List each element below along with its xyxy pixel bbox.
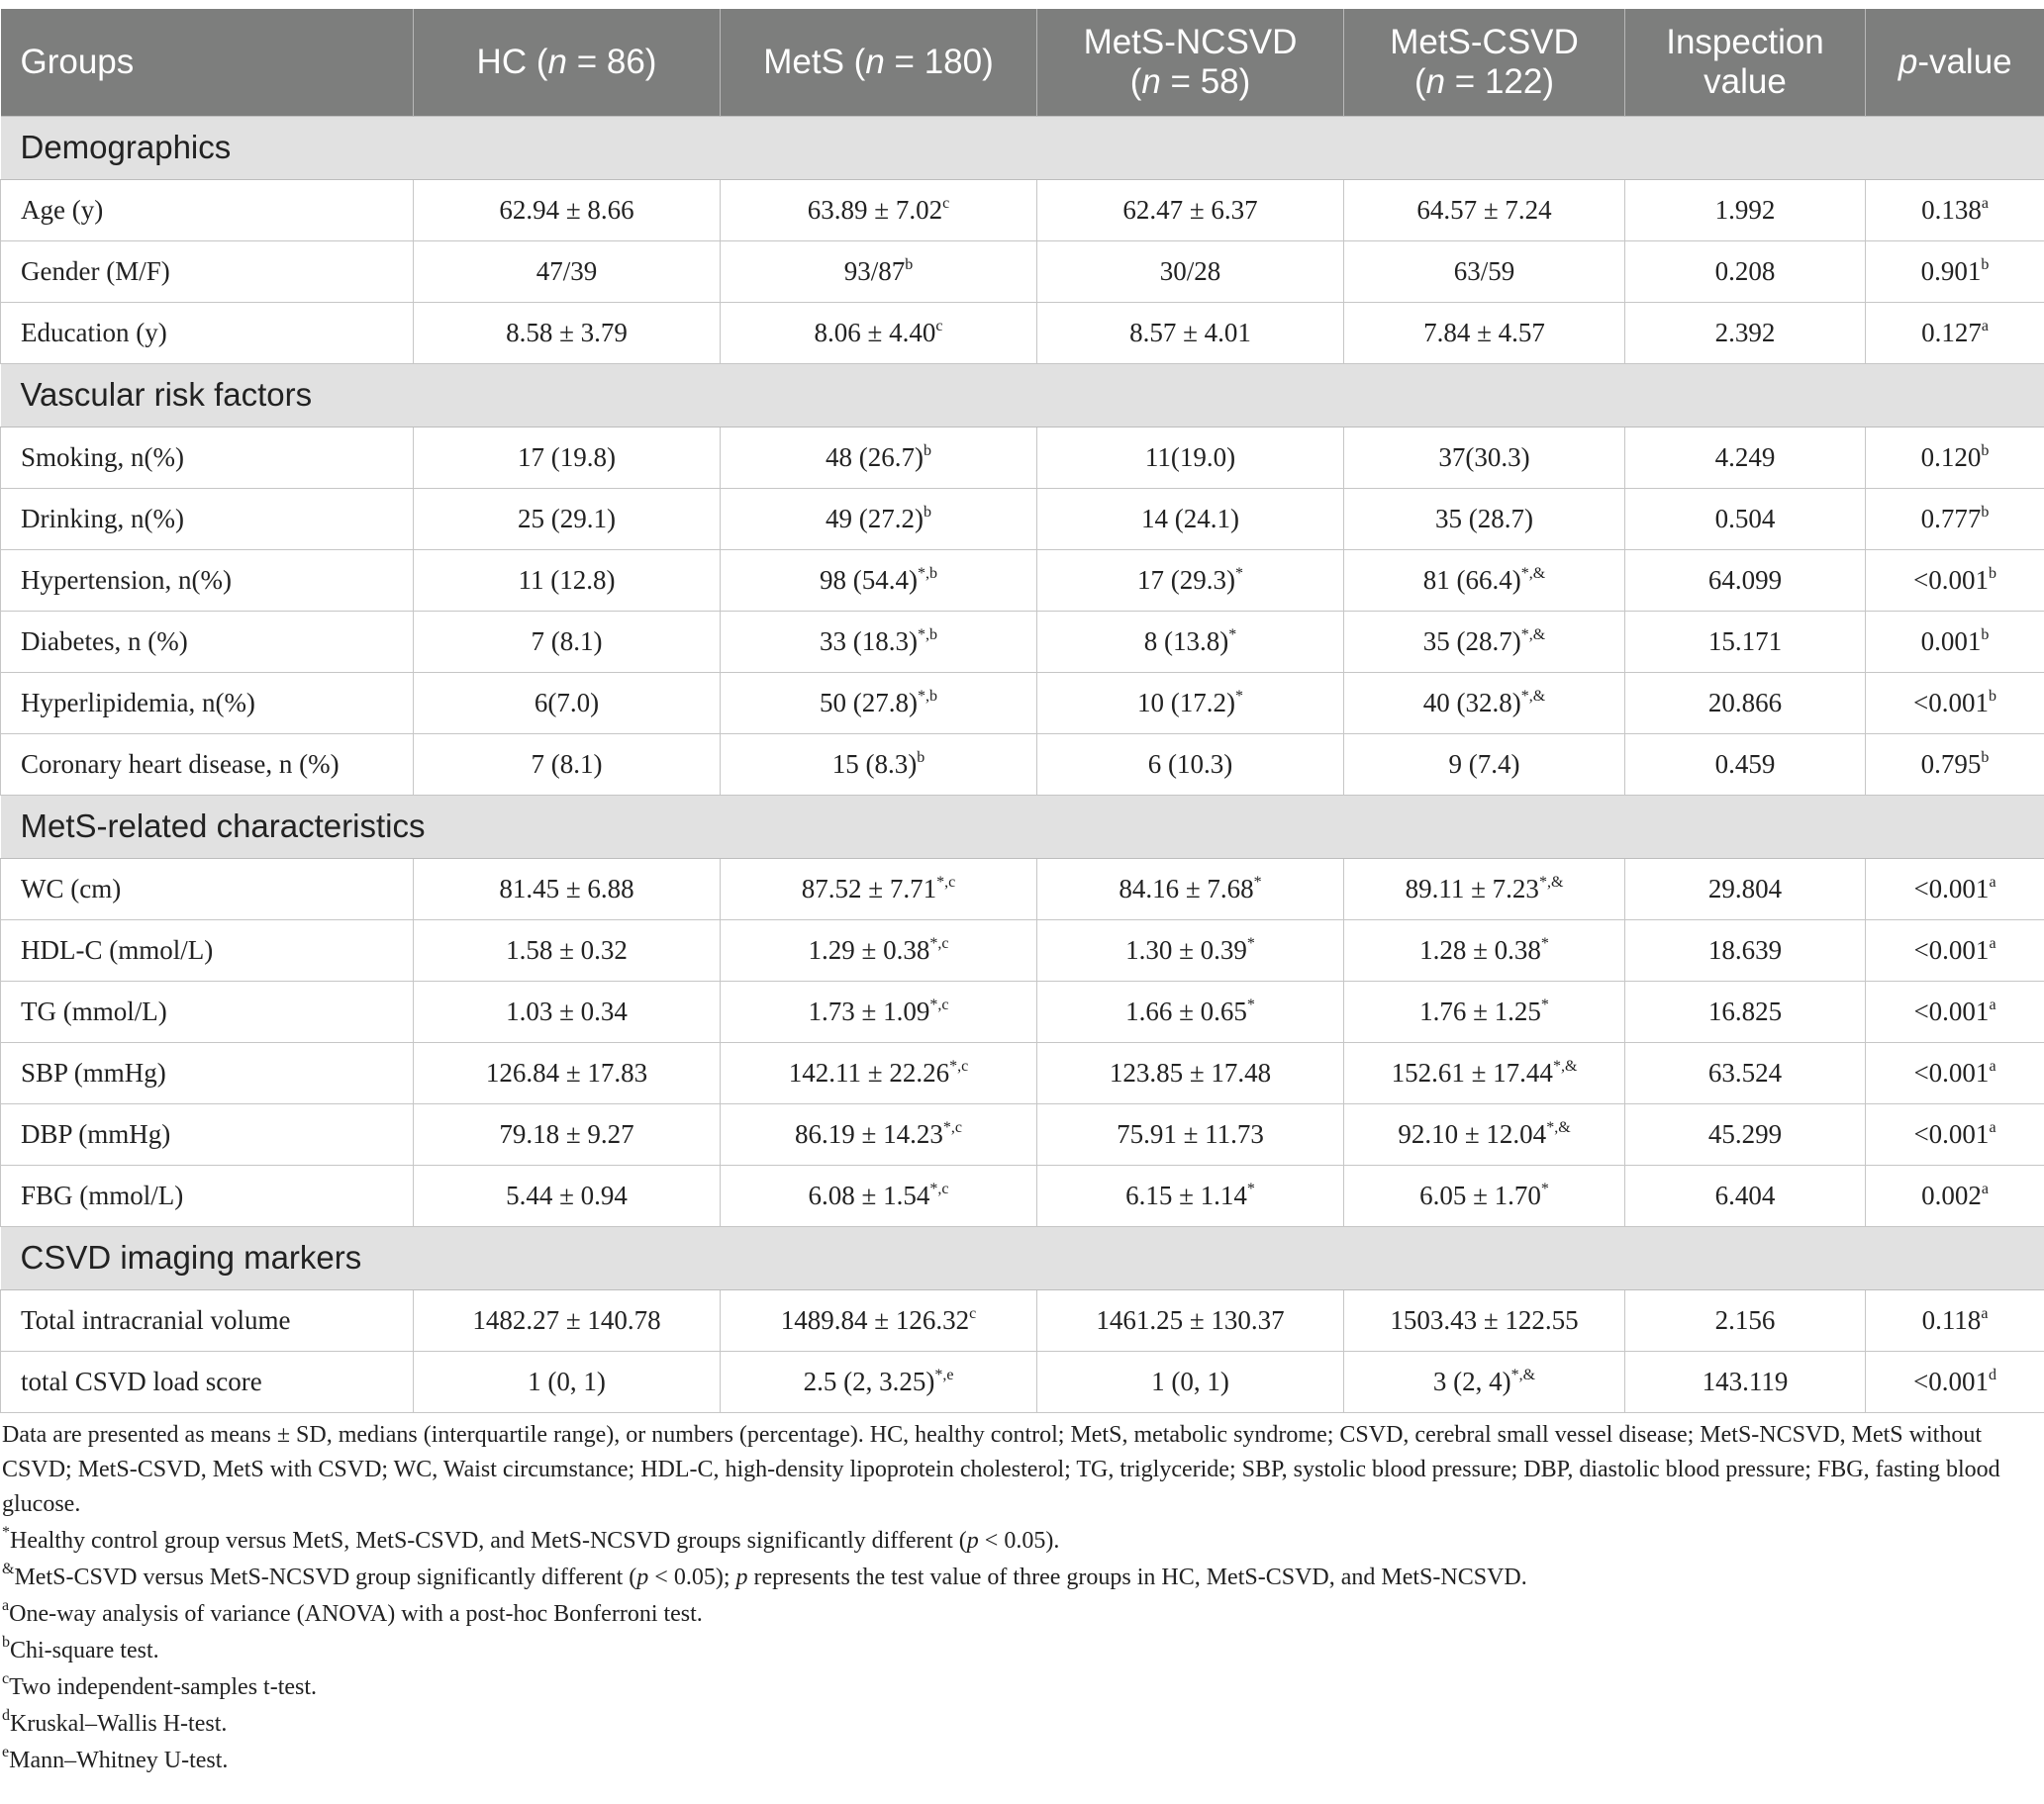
footnote-marker: *,e [934, 1366, 954, 1383]
footnote-marker: a [1981, 194, 1989, 212]
footnote-marker: b [1988, 687, 1996, 705]
table-row [1, 611, 2044, 672]
cell-value: 40 (32.8) [1422, 687, 1521, 717]
row-label: TG (mmol/L) [1, 981, 414, 1042]
cell-mets [721, 919, 1037, 981]
footnote-marker: * [1228, 625, 1237, 643]
footnote-marker: b [1981, 503, 1990, 521]
cell-value: <0.001 [1913, 873, 1990, 903]
cell-value: 50 (27.8) [820, 687, 918, 717]
cell-hc: 7 (8.1) [414, 611, 721, 672]
footnote-marker: * [1246, 1180, 1255, 1197]
footnote-marker: * [1234, 564, 1243, 582]
footnote-marker: * [1540, 934, 1549, 952]
cell-p-value [1866, 611, 2044, 672]
table-row [1, 488, 2044, 549]
cell-p-value [1866, 240, 2044, 302]
cell-value: 142.11 ± 22.26 [788, 1057, 950, 1088]
cell-value: <0.001 [1913, 564, 1989, 595]
footnote-marker: *,c [929, 1180, 949, 1197]
header-p-value: p-value [1866, 9, 2044, 116]
cell-value: 14 (24.1) [1141, 503, 1239, 533]
row-label: total CSVD load score [1, 1351, 414, 1412]
footnote-marker: b [923, 503, 931, 521]
cell-mets [721, 240, 1037, 302]
cell-value: 17 (29.3) [1137, 564, 1235, 595]
cell-value: 89.11 ± 7.23 [1405, 873, 1539, 903]
footnote-marker: b [1988, 564, 1996, 582]
cell-value: <0.001 [1913, 687, 1989, 717]
cell-value: 0.901 [1920, 255, 1982, 286]
footnote-marker: *,& [1520, 564, 1546, 582]
footnote-abbreviations: Data are presented as means ± SD, medians (interquartile range), or numbers (percentage). HC, healthy control; MetS, metabolic syndrome; CSVD, cerebral small vessel disease; MetS-NCSVD, MetS without CSVD; MetS-CSVD, MetS with CSVD; WC, Waist circumstance; HDL-C, high-density lipoprotein cholesterol; TG, triglyceride; SBP, systolic blood pressure; DBP, diastolic blood pressure; FBG, fasting blood glucose. [2, 1422, 2000, 1517]
cell-value: 1.73 ± 1.09 [808, 996, 930, 1026]
cell-mets-csvd [1344, 1042, 1625, 1103]
table-row [1, 858, 2044, 919]
cell-value: 3 (2, 4) [1432, 1366, 1511, 1396]
footnote-marker: *,c [929, 996, 949, 1013]
characteristics-table [0, 9, 2044, 1413]
footnote-marker: a [1989, 996, 1996, 1013]
cell-value: 49 (27.2) [826, 503, 924, 533]
cell-value: 10 (17.2) [1137, 687, 1235, 717]
footnote-marker: *,& [1546, 1118, 1571, 1136]
cell-value: 75.91 ± 11.73 [1117, 1118, 1264, 1149]
cell-value: 0.127 [1921, 317, 1982, 347]
cell-mets [721, 1042, 1037, 1103]
table-row [1, 1289, 2044, 1351]
cell-mets [721, 1165, 1037, 1226]
table-row [1, 302, 2044, 363]
cell-value: 0.120 [1920, 441, 1982, 472]
cell-mets-csvd [1344, 919, 1625, 981]
cell-p-value [1866, 488, 2044, 549]
cell-inspection-value: 0.504 [1625, 488, 1866, 549]
section-title: Demographics [1, 116, 2044, 179]
header-mets: MetS (n = 180) [721, 9, 1037, 116]
footnote-marker: *,& [1510, 1366, 1536, 1383]
footnote-marker: * [1234, 687, 1243, 705]
cell-mets-ncsvd [1037, 1351, 1344, 1412]
header-row [1, 9, 2044, 116]
cell-mets-csvd [1344, 1103, 1625, 1165]
footnote-marker: b [1981, 748, 1990, 766]
table-container [0, 9, 2044, 1413]
cell-mets [721, 1351, 1037, 1412]
cell-mets-ncsvd [1037, 733, 1344, 795]
cell-hc: 62.94 ± 8.66 [414, 179, 721, 240]
cell-p-value [1866, 302, 2044, 363]
cell-mets-ncsvd [1037, 240, 1344, 302]
cell-value: 8.06 ± 4.40 [814, 317, 936, 347]
cell-mets-csvd [1344, 240, 1625, 302]
footnote-marker: * [1540, 996, 1549, 1013]
cell-p-value [1866, 1165, 2044, 1226]
footnote-marker: c [942, 194, 950, 212]
cell-inspection-value: 143.119 [1625, 1351, 1866, 1412]
row-label: Smoking, n(%) [1, 427, 414, 488]
footnote-star: *Healthy control group versus MetS, MetS-CSVD, and MetS-NCSVD groups significantly different (p < 0.05). [2, 1524, 1060, 1554]
footnote-marker: b [917, 748, 925, 766]
cell-mets-csvd [1344, 1351, 1625, 1412]
row-label: Education (y) [1, 302, 414, 363]
cell-mets-ncsvd [1037, 302, 1344, 363]
footnote-marker: d [1988, 1366, 1996, 1383]
cell-value: 1.28 ± 0.38 [1419, 934, 1541, 965]
cell-hc: 25 (29.1) [414, 488, 721, 549]
footnote-a: $^a$One-way analysis of variance (ANOVA) with a post-hoc Bonferroni test. [2, 1597, 703, 1627]
row-label: SBP (mmHg) [1, 1042, 414, 1103]
header-mets-ncsvd: MetS-NCSVD (n = 58) [1037, 9, 1344, 116]
footnote-c: $^c$Two independent-samples t-test. [2, 1670, 318, 1700]
footnote-marker: b [1981, 625, 1990, 643]
footnote-marker: *,c [929, 934, 949, 952]
cell-value: 93/87 [843, 255, 906, 286]
cell-mets [721, 1289, 1037, 1351]
cell-hc: 1.58 ± 0.32 [414, 919, 721, 981]
footnote-marker: c [935, 317, 943, 334]
cell-value: 0.138 [1921, 194, 1982, 225]
section-header-row [1, 795, 2044, 858]
cell-hc: 1482.27 ± 140.78 [414, 1289, 721, 1351]
footnote-marker: a [1981, 317, 1989, 334]
cell-inspection-value: 63.524 [1625, 1042, 1866, 1103]
table-row [1, 240, 2044, 302]
cell-value: 92.10 ± 12.04 [1398, 1118, 1547, 1149]
cell-value: 86.19 ± 14.23 [795, 1118, 943, 1149]
cell-mets-ncsvd [1037, 488, 1344, 549]
table-row [1, 733, 2044, 795]
cell-hc: 81.45 ± 6.88 [414, 858, 721, 919]
cell-inspection-value: 0.208 [1625, 240, 1866, 302]
cell-mets [721, 179, 1037, 240]
cell-hc: 11 (12.8) [414, 549, 721, 611]
section-title: Vascular risk factors [1, 363, 2044, 427]
cell-value: 7.84 ± 4.57 [1423, 317, 1545, 347]
cell-value: 1 (0, 1) [1151, 1366, 1229, 1396]
cell-value: 123.85 ± 17.48 [1109, 1057, 1272, 1088]
cell-hc: 126.84 ± 17.83 [414, 1042, 721, 1103]
cell-mets [721, 981, 1037, 1042]
cell-value: 1.29 ± 0.38 [808, 934, 930, 965]
cell-inspection-value: 18.639 [1625, 919, 1866, 981]
footnote-marker: *,c [936, 873, 956, 891]
footnote-b: $^b$Chi-square test. [2, 1634, 159, 1663]
row-label: Gender (M/F) [1, 240, 414, 302]
footnote-marker: a [1981, 1304, 1989, 1322]
footnote-marker: *,b [917, 625, 937, 643]
cell-value: <0.001 [1913, 1366, 1989, 1396]
cell-mets [721, 302, 1037, 363]
cell-value: 62.47 ± 6.37 [1122, 194, 1258, 225]
cell-p-value [1866, 549, 2044, 611]
cell-mets-ncsvd [1037, 611, 1344, 672]
table-row [1, 919, 2044, 981]
row-label: Diabetes, n (%) [1, 611, 414, 672]
row-label: Drinking, n(%) [1, 488, 414, 549]
cell-value: 1489.84 ± 126.32 [780, 1304, 970, 1335]
cell-mets [721, 549, 1037, 611]
cell-mets [721, 858, 1037, 919]
cell-mets [721, 733, 1037, 795]
cell-mets-csvd [1344, 858, 1625, 919]
section-header-row [1, 116, 2044, 179]
cell-mets-csvd [1344, 1289, 1625, 1351]
cell-value: 1.76 ± 1.25 [1419, 996, 1541, 1026]
footnote-marker: a [1989, 873, 1996, 891]
cell-mets-ncsvd [1037, 919, 1344, 981]
section-header-row [1, 363, 2044, 427]
cell-mets-ncsvd [1037, 1289, 1344, 1351]
header-inspection-value: Inspection value [1625, 9, 1866, 116]
header-mets-csvd: MetS-CSVD (n = 122) [1344, 9, 1625, 116]
cell-mets-ncsvd [1037, 179, 1344, 240]
footnote-marker: * [1253, 873, 1262, 891]
cell-value: 1503.43 ± 122.55 [1390, 1304, 1579, 1335]
row-label: WC (cm) [1, 858, 414, 919]
row-label: HDL-C (mmol/L) [1, 919, 414, 981]
cell-inspection-value: 2.156 [1625, 1289, 1866, 1351]
cell-value: 1.66 ± 0.65 [1125, 996, 1247, 1026]
table-row [1, 981, 2044, 1042]
cell-value: <0.001 [1913, 1057, 1990, 1088]
cell-value: 6.08 ± 1.54 [808, 1180, 930, 1210]
footnote-marker: c [969, 1304, 977, 1322]
row-label: Coronary heart disease, n (%) [1, 733, 414, 795]
cell-inspection-value: 45.299 [1625, 1103, 1866, 1165]
cell-p-value [1866, 427, 2044, 488]
footnote-marker: b [923, 441, 931, 459]
cell-value: 2.5 (2, 3.25) [803, 1366, 935, 1396]
cell-value: 84.16 ± 7.68 [1119, 873, 1254, 903]
footnote-marker: * [1246, 934, 1255, 952]
footnote-marker: a [1981, 1180, 1989, 1197]
cell-mets [721, 611, 1037, 672]
footnote-marker: *,c [942, 1118, 962, 1136]
table-body [1, 116, 2044, 1412]
cell-hc: 17 (19.8) [414, 427, 721, 488]
cell-inspection-value: 29.804 [1625, 858, 1866, 919]
footnote-marker: b [1981, 441, 1990, 459]
cell-p-value [1866, 733, 2044, 795]
cell-inspection-value: 2.392 [1625, 302, 1866, 363]
footnote-marker: *,c [949, 1057, 969, 1075]
cell-value: 152.61 ± 17.44 [1391, 1057, 1553, 1088]
header-hc: HC (n = 86) [414, 9, 721, 116]
row-label: DBP (mmHg) [1, 1103, 414, 1165]
cell-inspection-value: 4.249 [1625, 427, 1866, 488]
cell-value: 87.52 ± 7.71 [801, 873, 937, 903]
footnote-marker: *,& [1538, 873, 1564, 891]
footnote-marker: * [1540, 1180, 1549, 1197]
cell-value: 63/59 [1453, 255, 1515, 286]
cell-value: 35 (28.7) [1435, 503, 1533, 533]
cell-mets-csvd [1344, 1165, 1625, 1226]
cell-value: 6.15 ± 1.14 [1125, 1180, 1247, 1210]
cell-value: 6 (10.3) [1147, 748, 1233, 779]
cell-value: 35 (28.7) [1422, 625, 1521, 656]
cell-mets [721, 1103, 1037, 1165]
cell-mets-csvd [1344, 733, 1625, 795]
section-header-row [1, 1226, 2044, 1289]
footnote-e: $^e$Mann–Whitney U-test. [2, 1744, 229, 1773]
cell-hc: 8.58 ± 3.79 [414, 302, 721, 363]
cell-mets [721, 427, 1037, 488]
cell-value: <0.001 [1913, 934, 1990, 965]
row-label: Total intracranial volume [1, 1289, 414, 1351]
footnote-marker: *,& [1552, 1057, 1578, 1075]
cell-inspection-value: 0.459 [1625, 733, 1866, 795]
table-row [1, 672, 2044, 733]
cell-p-value [1866, 1351, 2044, 1412]
cell-value: 11(19.0) [1144, 441, 1236, 472]
footnote-marker: b [1981, 255, 1990, 273]
footnote-marker: a [1989, 934, 1996, 952]
footnote-marker: *,& [1520, 625, 1546, 643]
row-label: Hypertension, n(%) [1, 549, 414, 611]
cell-p-value [1866, 1103, 2044, 1165]
footnote-marker: b [905, 255, 914, 273]
table-row [1, 549, 2044, 611]
cell-mets-ncsvd [1037, 1103, 1344, 1165]
cell-value: 0.777 [1920, 503, 1982, 533]
cell-inspection-value: 64.099 [1625, 549, 1866, 611]
cell-hc: 7 (8.1) [414, 733, 721, 795]
footnote-marker: *,b [917, 564, 937, 582]
cell-mets-ncsvd [1037, 427, 1344, 488]
cell-value: 37(30.3) [1438, 441, 1530, 472]
cell-value: 1.30 ± 0.39 [1125, 934, 1247, 965]
cell-inspection-value: 15.171 [1625, 611, 1866, 672]
cell-inspection-value: 16.825 [1625, 981, 1866, 1042]
cell-hc: 1.03 ± 0.34 [414, 981, 721, 1042]
footnote-marker: * [1246, 996, 1255, 1013]
header-groups: Groups [1, 9, 414, 116]
footnote-marker: a [1989, 1118, 1996, 1136]
cell-value: 8.57 ± 4.01 [1129, 317, 1251, 347]
footnote-marker: *,b [917, 687, 937, 705]
cell-value: 81 (66.4) [1422, 564, 1521, 595]
cell-value: 63.89 ± 7.02 [807, 194, 943, 225]
cell-hc: 47/39 [414, 240, 721, 302]
cell-mets-ncsvd [1037, 1042, 1344, 1103]
cell-p-value [1866, 672, 2044, 733]
cell-mets-ncsvd [1037, 1165, 1344, 1226]
cell-mets [721, 488, 1037, 549]
cell-p-value [1866, 858, 2044, 919]
cell-p-value [1866, 919, 2044, 981]
table-row [1, 1165, 2044, 1226]
cell-value: 30/28 [1159, 255, 1221, 286]
cell-mets-csvd [1344, 302, 1625, 363]
row-label: Age (y) [1, 179, 414, 240]
cell-value: 9 (7.4) [1448, 748, 1520, 779]
cell-hc: 6(7.0) [414, 672, 721, 733]
footnote-marker: *,& [1520, 687, 1546, 705]
cell-value: 98 (54.4) [820, 564, 918, 595]
cell-mets-ncsvd [1037, 549, 1344, 611]
footnote-d: $^d$Kruskal–Wallis H-test. [2, 1707, 228, 1737]
cell-p-value [1866, 1289, 2044, 1351]
cell-mets-csvd [1344, 427, 1625, 488]
cell-value: <0.001 [1913, 1118, 1990, 1149]
cell-inspection-value: 1.992 [1625, 179, 1866, 240]
section-title: MetS-related characteristics [1, 795, 2044, 858]
cell-mets-csvd [1344, 179, 1625, 240]
cell-value: 0.118 [1921, 1304, 1982, 1335]
cell-p-value [1866, 981, 2044, 1042]
cell-value: 8 (13.8) [1143, 625, 1229, 656]
cell-p-value [1866, 179, 2044, 240]
cell-value: 0.001 [1920, 625, 1982, 656]
cell-value: 0.002 [1921, 1180, 1982, 1210]
cell-hc: 79.18 ± 9.27 [414, 1103, 721, 1165]
cell-mets-ncsvd [1037, 981, 1344, 1042]
cell-value: 0.795 [1920, 748, 1982, 779]
cell-hc: 5.44 ± 0.94 [414, 1165, 721, 1226]
cell-mets-csvd [1344, 981, 1625, 1042]
cell-mets [721, 672, 1037, 733]
table-row [1, 1042, 2044, 1103]
table-row [1, 1351, 2044, 1412]
cell-inspection-value: 6.404 [1625, 1165, 1866, 1226]
cell-value: 15 (8.3) [831, 748, 918, 779]
row-label: FBG (mmol/L) [1, 1165, 414, 1226]
cell-value: 48 (26.7) [826, 441, 924, 472]
cell-value: 1461.25 ± 130.37 [1096, 1304, 1285, 1335]
cell-p-value [1866, 1042, 2044, 1103]
cell-mets-ncsvd [1037, 672, 1344, 733]
table-footnotes [0, 1418, 2011, 1779]
cell-mets-csvd [1344, 672, 1625, 733]
cell-inspection-value: 20.866 [1625, 672, 1866, 733]
footnote-marker: a [1989, 1057, 1996, 1075]
cell-mets-csvd [1344, 488, 1625, 549]
cell-mets-ncsvd [1037, 858, 1344, 919]
cell-hc: 1 (0, 1) [414, 1351, 721, 1412]
cell-value: 6.05 ± 1.70 [1419, 1180, 1541, 1210]
footnote-ampersand: &MetS-CSVD versus MetS-NCSVD group significantly different (p < 0.05); p represents the test value of three groups in HC, MetS-CSVD, and MetS-NCSVD. [2, 1561, 1527, 1590]
row-label: Hyperlipidemia, n(%) [1, 672, 414, 733]
cell-value: 64.57 ± 7.24 [1416, 194, 1552, 225]
section-title: CSVD imaging markers [1, 1226, 2044, 1289]
table-row [1, 1103, 2044, 1165]
cell-value: <0.001 [1913, 996, 1990, 1026]
table-row [1, 427, 2044, 488]
cell-mets-csvd [1344, 611, 1625, 672]
table-row [1, 179, 2044, 240]
cell-mets-csvd [1344, 549, 1625, 611]
cell-value: 33 (18.3) [820, 625, 918, 656]
